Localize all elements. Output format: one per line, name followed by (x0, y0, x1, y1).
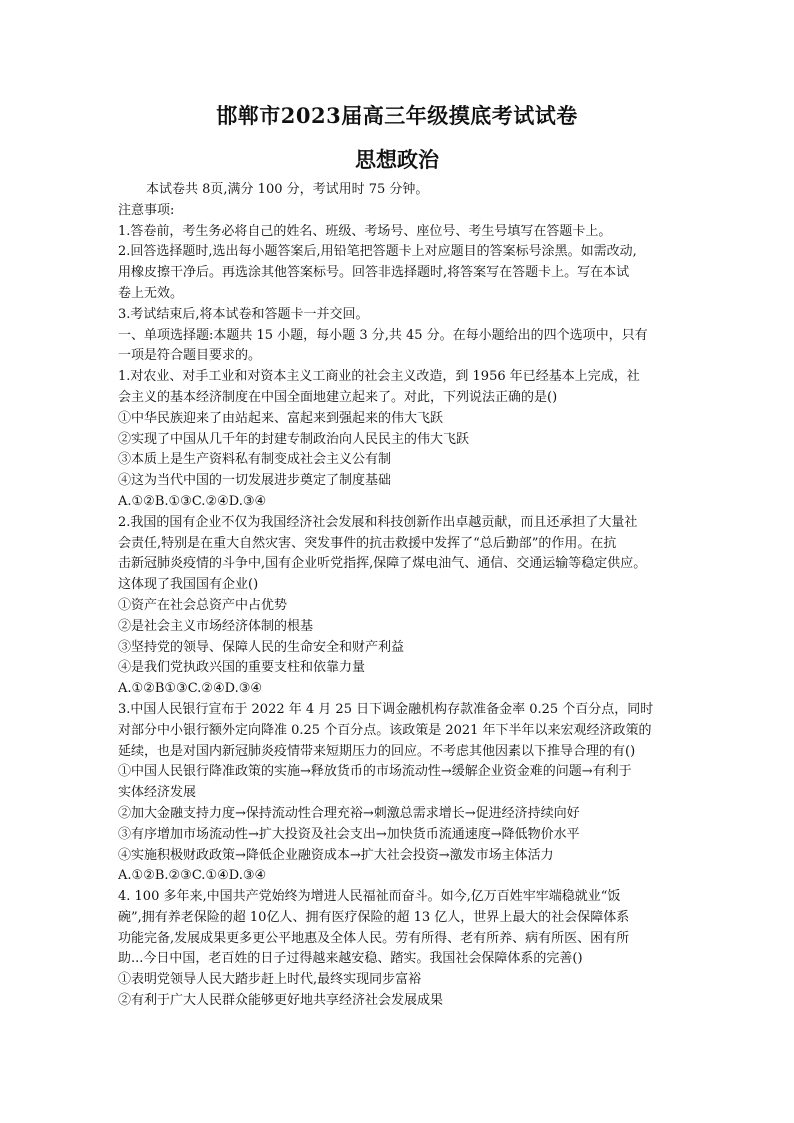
note-2-line-2: 用橡皮擦干净后。再选涂其他答案标号。回答非选择题时,将答案写在答题卡上。写在本试 (118, 265, 630, 281)
q2-stem-line-4: 这体现了我国国有企业() (118, 577, 259, 593)
q1-option-2: ②实现了中国从几千年的封建专制政治向人民民主的伟大飞跃 (118, 431, 470, 447)
q2-option-3: ③坚持党的领导、保障人民的生命安全和财产利益 (118, 639, 405, 655)
q3-stem-line-3: 延续，也是对国内新冠肺炎疫情带来短期压力的回应。不考虑其他因素以下推导合理的有() (118, 743, 636, 759)
q1-option-1: ①中华民族迎来了由站起来、富起来到强起来的伟大飞跃 (118, 410, 444, 426)
exam-info: 本试卷共 8页,满分 100 分，考试用时 75 分钟。 (146, 182, 429, 197)
q2-choices: A.①②B①③C.②④D.③④ (118, 681, 263, 697)
q3-option-1-line-2: 实体经济发展 (118, 785, 197, 801)
q4-stem-line-1: 4. 100 多年来,中国共产党始终为增进人民福祉而奋斗。如今,亿万百姓牢牢端稳就业“饭 (118, 889, 621, 905)
q1-stem-line-1: 1.对农业、对手工业和对资本主义工商业的社会主义改造，到 1956 年已经基本上完成，社 (118, 369, 640, 385)
notes-title: 注意事项: (118, 202, 175, 218)
q1-option-3: ③本质上是生产资料私有制变成社会主义公有制 (118, 452, 392, 468)
note-2-line-1: 2.回答选择题时,选出每小题答案后,用铅笔把答题卡上对应题目的答案标号涂黑。如需改动, (118, 244, 637, 260)
q3-stem-line-1: 3.中国人民银行宣布于 2022 年 4 月 25 日下调金融机构存款准备金率 0.25 个百分点，同时 (118, 701, 654, 717)
q1-option-4: ④这为当代中国的一切发展进步奠定了制度基础 (118, 473, 392, 489)
q3-option-3: ③有序增加市场流动性→扩大投资及社会支出→加快货币流通速度→降低物价水平 (118, 826, 580, 842)
q4-stem-line-4: 助...今日中国，老百姓的日子过得越来越安稳、踏实。我国社会保障体系的完善() (118, 951, 583, 967)
q2-option-1: ①资产在社会总资产中占优势 (118, 597, 288, 613)
q4-stem-line-2: 碗”,拥有养老保险的超 10亿人、拥有医疗保险的超 13 亿人，世界上最大的社会保障体系 (118, 909, 630, 925)
section-1-heading-line-1: 一、单项选择题:本题共 15 小题，每小题 3 分,共 45 分。在每小题给出的四个选项中，只有 (118, 327, 648, 343)
exam-subject: 思想政治 (355, 147, 439, 172)
section-1-heading-line-2: 一项是符合题目要求的。 (118, 348, 262, 364)
q2-option-4: ④是我们党执政兴国的重要支柱和依靠力量 (118, 660, 366, 676)
q4-option-1: ①表明党领导人民大踏步赶上时代,最终实现同步富裕 (118, 972, 422, 988)
note-1: 1.答卷前，考生务必将自己的姓名、班级、考场号、座位号、考生号填写在答题卡上。 (118, 223, 612, 239)
q3-option-2: ②加大金融支持力度→保持流动性合理充裕→刺激总需求增长→促进经济持续向好 (118, 805, 580, 821)
exam-body (118, 180, 678, 1012)
q1-choices: A.①②B.①③C.②④D.③④ (118, 493, 267, 509)
q2-stem-line-1: 2.我国的国有企业不仅为我国经济社会发展和科技创新作出卓越贡献，而且还承担了大量社 (118, 514, 638, 530)
q3-choices: A.①②B.②③C.①④D.③④ (118, 868, 267, 884)
q2-stem-line-3: 击新冠肺炎疫情的斗争中,国有企业听党指挥,保障了煤电油气、通信、交通运输等稳定供应。 (118, 556, 647, 572)
note-2-line-3: 卷上无效。 (118, 285, 184, 301)
q2-stem-line-2: 会责任,特别是在重大自然灾害、突发事件的抗击救援中发挥了“总后勤部”的作用。在抗 (118, 535, 617, 551)
q4-stem-line-3: 功能完备,发展成果更多更公平地惠及全体人民。劳有所得、老有所养、病有所医、困有所 (118, 930, 630, 946)
q3-option-1-line-1: ①中国人民银行降准政策的实施→释放货币的市场流动性→缓解企业资金难的问题→有利于 (118, 764, 632, 780)
exam-title: 邯郸市2023届高三年级摸底考试试卷 (216, 103, 578, 128)
q4-option-2: ②有利于广大人民群众能够更好地共享经济社会发展成果 (118, 993, 444, 1009)
q1-stem-line-2: 会主义的基本经济制度在中国全面地建立起来了。对此，下列说法正确的是() (118, 389, 558, 405)
note-3: 3.考试结束后,将本试卷和答题卡一并交回。 (118, 306, 369, 322)
q3-stem-line-2: 对部分中小银行额外定向降准 0.25 个百分点。该政策是 2021 年下半年以来宏观经济政策的 (118, 722, 652, 738)
q2-option-2: ②是社会主义市场经济体制的根基 (118, 618, 314, 634)
q3-option-4: ④实施积极财政政策→降低企业融资成本→扩大社会投资→激发市场主体活力 (118, 847, 554, 863)
